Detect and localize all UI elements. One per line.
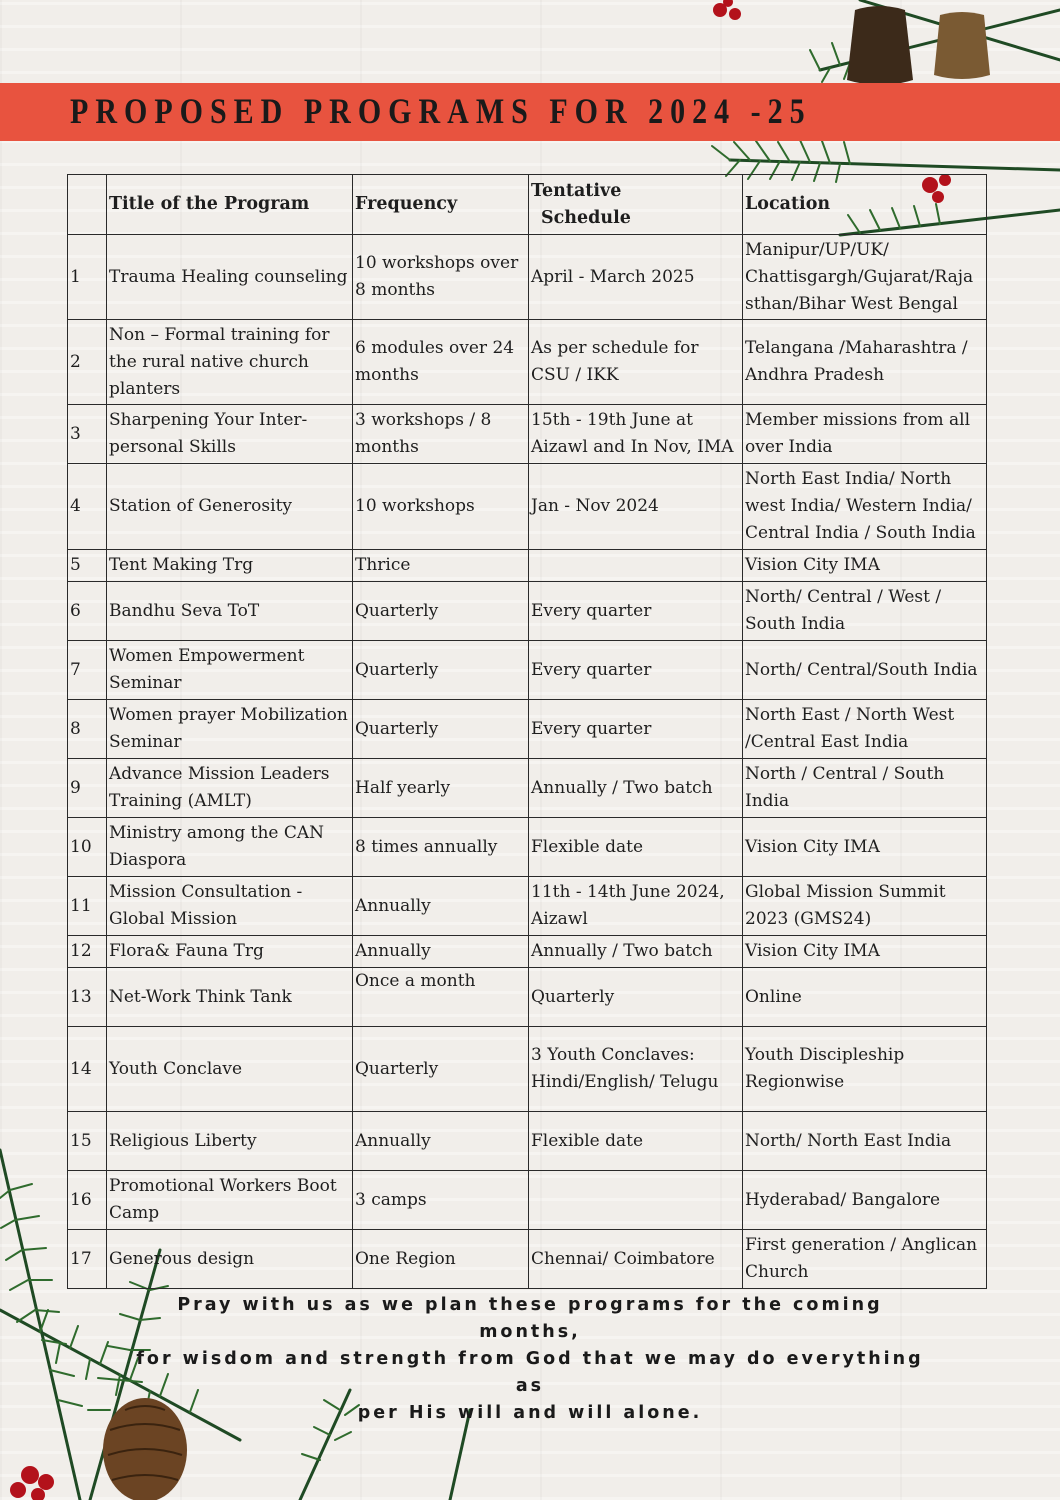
prayer-note-line2: for wisdom and strength from God that we may do everything as	[136, 1349, 924, 1396]
row-number: 13	[68, 968, 107, 1027]
table-row	[68, 464, 987, 550]
row-number: 7	[68, 641, 107, 700]
header-schedule-line2: Schedule	[541, 207, 631, 228]
program-title: Mission Consultation - Global Mission	[107, 877, 353, 936]
program-schedule	[529, 550, 743, 582]
program-title: Flora& Fauna Trg	[107, 936, 353, 968]
program-title: Women prayer Mobilization Seminar	[107, 700, 353, 759]
table-row	[68, 320, 987, 405]
table-row	[68, 759, 987, 818]
program-schedule: Every quarter	[529, 641, 743, 700]
program-location: Manipur/UP/UK/ Chattisgargh/Gujarat/Raja sthan/Bihar West Bengal	[743, 235, 987, 320]
table-row	[68, 818, 987, 877]
program-frequency: 10 workshops	[353, 464, 529, 550]
program-title: Women Empowerment Seminar	[107, 641, 353, 700]
program-schedule: April - March 2025	[529, 235, 743, 320]
table-row	[68, 641, 987, 700]
row-number: 2	[68, 320, 107, 405]
prayer-note-line3: per His will and will alone.	[357, 1403, 703, 1423]
program-location: First generation / Anglican Church	[743, 1230, 987, 1289]
program-schedule: Chennai/ Coimbatore	[529, 1230, 743, 1289]
program-schedule: Every quarter	[529, 700, 743, 759]
table-row	[68, 968, 987, 1027]
program-title: Sharpening Your Inter-personal Skills	[107, 405, 353, 464]
table-row	[68, 550, 987, 582]
table-row	[68, 1112, 987, 1171]
program-frequency: Annually	[353, 936, 529, 968]
table-row	[68, 405, 987, 464]
header-location: Location	[743, 175, 987, 235]
program-location: Vision City IMA	[743, 818, 987, 877]
row-number: 15	[68, 1112, 107, 1171]
table-row	[68, 1171, 987, 1230]
row-number: 1	[68, 235, 107, 320]
program-frequency: 3 workshops / 8 months	[353, 405, 529, 464]
table-row	[68, 700, 987, 759]
table-row	[68, 936, 987, 968]
program-location: Telangana /Maharashtra / Andhra Pradesh	[743, 320, 987, 405]
program-schedule: Annually / Two batch	[529, 936, 743, 968]
programs-table	[67, 174, 987, 1289]
program-frequency: 6 modules over 24 months	[353, 320, 529, 405]
table-row	[68, 1230, 987, 1289]
prayer-note	[130, 1292, 930, 1427]
program-frequency: 3 camps	[353, 1171, 529, 1230]
program-frequency: 8 times annually	[353, 818, 529, 877]
program-location: Online	[743, 968, 987, 1027]
program-schedule: Jan - Nov 2024	[529, 464, 743, 550]
program-frequency: One Region	[353, 1230, 529, 1289]
row-number: 14	[68, 1027, 107, 1112]
program-location: Global Mission Summit 2023 (GMS24)	[743, 877, 987, 936]
program-location: North/ Central / West / South India	[743, 582, 987, 641]
table-row	[68, 1027, 987, 1112]
table-row	[68, 235, 987, 320]
program-frequency: Annually	[353, 1112, 529, 1171]
program-schedule	[529, 1171, 743, 1230]
program-title: Bandhu Seva ToT	[107, 582, 353, 641]
prayer-note-line1: Pray with us as we plan these programs for the coming months,	[177, 1295, 883, 1342]
program-schedule: 11th - 14th June 2024, Aizawl	[529, 877, 743, 936]
program-frequency: 10 workshops over 8 months	[353, 235, 529, 320]
row-number: 12	[68, 936, 107, 968]
table-row	[68, 582, 987, 641]
row-number: 3	[68, 405, 107, 464]
row-number: 6	[68, 582, 107, 641]
program-location: North / Central / South India	[743, 759, 987, 818]
row-number: 10	[68, 818, 107, 877]
program-frequency: Once a month	[353, 968, 529, 1027]
row-number: 5	[68, 550, 107, 582]
program-schedule: As per schedule for CSU / IKK	[529, 320, 743, 405]
program-schedule: 15th - 19th June at Aizawl and In Nov, IMA	[529, 405, 743, 464]
program-title: Ministry among the CAN Diaspora	[107, 818, 353, 877]
header-schedule	[529, 175, 743, 235]
program-frequency: Annually	[353, 877, 529, 936]
program-location: Member missions from all over India	[743, 405, 987, 464]
page-title: PROPOSED PROGRAMS FOR 2024 -25	[70, 92, 812, 132]
program-frequency: Quarterly	[353, 582, 529, 641]
program-location: Youth Discipleship Regionwise	[743, 1027, 987, 1112]
program-location: Vision City IMA	[743, 936, 987, 968]
header-frequency: Frequency	[353, 175, 529, 235]
program-schedule: Every quarter	[529, 582, 743, 641]
program-title: Promotional Workers Boot Camp	[107, 1171, 353, 1230]
program-location: North/ North East India	[743, 1112, 987, 1171]
row-number: 17	[68, 1230, 107, 1289]
program-frequency: Thrice	[353, 550, 529, 582]
program-schedule: 3 Youth Conclaves: Hindi/English/ Telugu	[529, 1027, 743, 1112]
program-schedule: Flexible date	[529, 818, 743, 877]
program-schedule: Annually / Two batch	[529, 759, 743, 818]
row-number: 8	[68, 700, 107, 759]
program-schedule: Quarterly	[529, 968, 743, 1027]
program-location: North East / North West /Central East India	[743, 700, 987, 759]
row-number: 9	[68, 759, 107, 818]
program-location: North East India/ North west India/ Western India/ Central India / South India	[743, 464, 987, 550]
header-title: Title of the Program	[107, 175, 353, 235]
header-number	[68, 175, 107, 235]
program-title: Tent Making Trg	[107, 550, 353, 582]
program-frequency: Quarterly	[353, 700, 529, 759]
program-frequency: Quarterly	[353, 1027, 529, 1112]
row-number: 4	[68, 464, 107, 550]
program-location: Vision City IMA	[743, 550, 987, 582]
program-title: Station of Generosity	[107, 464, 353, 550]
program-frequency: Quarterly	[353, 641, 529, 700]
program-title: Generous design	[107, 1230, 353, 1289]
program-schedule: Flexible date	[529, 1112, 743, 1171]
header-schedule-line1: Tentative	[531, 180, 622, 201]
program-location: Hyderabad/ Bangalore	[743, 1171, 987, 1230]
program-frequency: Half yearly	[353, 759, 529, 818]
program-title: Youth Conclave	[107, 1027, 353, 1112]
program-title: Advance Mission Leaders Training (AMLT)	[107, 759, 353, 818]
program-title: Net-Work Think Tank	[107, 968, 353, 1027]
table-row	[68, 877, 987, 936]
row-number: 11	[68, 877, 107, 936]
row-number: 16	[68, 1171, 107, 1230]
table-header-row	[68, 175, 987, 235]
program-title: Trauma Healing counseling	[107, 235, 353, 320]
program-title: Religious Liberty	[107, 1112, 353, 1171]
program-title: Non – Formal training for the rural native church planters	[107, 320, 353, 405]
program-location: North/ Central/South India	[743, 641, 987, 700]
